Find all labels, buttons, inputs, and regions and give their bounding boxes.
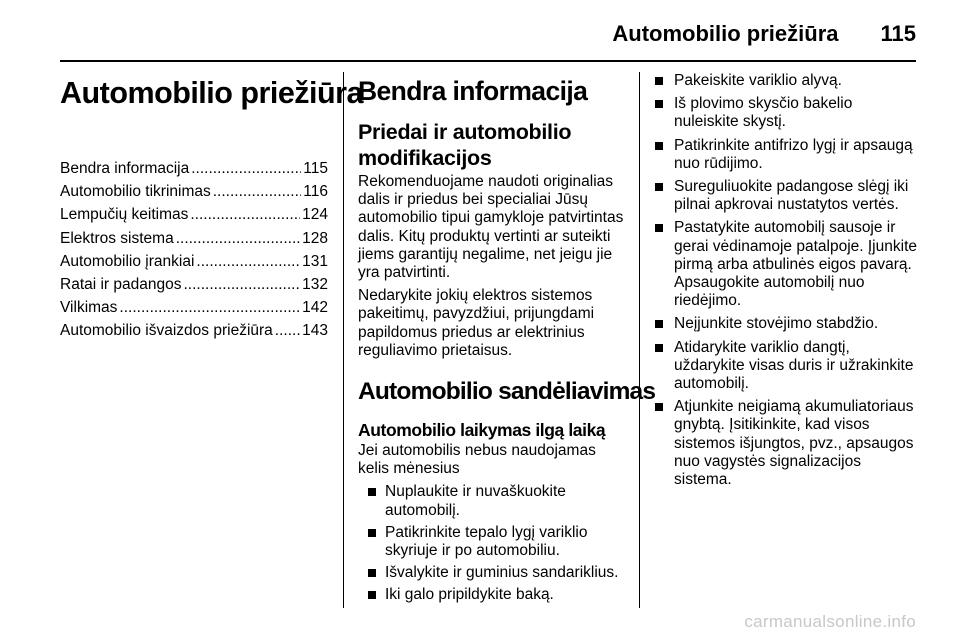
toc-leader-dots bbox=[275, 321, 300, 340]
toc-leader-dots bbox=[213, 182, 302, 201]
accessories-paragraph: Nedarykite jokių elektros sistemos pakeitimų, pavyzdžiui, prijungdami papildomus priedus ar elektrinius reguliavimo prietaisus. bbox=[358, 287, 595, 359]
toc-entry[interactable] bbox=[60, 182, 328, 201]
toc-entry[interactable] bbox=[60, 321, 328, 340]
toc-entry-page: 132 bbox=[302, 276, 328, 294]
list-item: Iš plovimo skysčio bakelio nuleiskite skystį. bbox=[654, 95, 920, 131]
header-rule bbox=[60, 60, 916, 62]
toc-entry-title: Vilkimas bbox=[60, 299, 118, 317]
content-column-right bbox=[654, 72, 920, 494]
toc-entry-title: Bendra informacija bbox=[60, 160, 190, 177]
toc-list bbox=[60, 159, 328, 341]
toc-entry[interactable] bbox=[60, 275, 328, 294]
running-title: Automobilio priežiūra bbox=[612, 21, 839, 46]
toc-leader-dots bbox=[119, 298, 300, 317]
toc-entry[interactable] bbox=[60, 229, 328, 248]
page-number: 115 bbox=[880, 21, 916, 46]
toc-entry-title: Automobilio tikrinimas bbox=[60, 183, 211, 201]
running-header bbox=[612, 14, 916, 54]
list-item: Pastatykite automobilį sausoje ir gerai vėdinamoje patalpoje. Įjunkite pirmą arba atbulinės eigos pavarą. Apsaugokite automobilį nuo riedėjimo. bbox=[654, 219, 920, 310]
toc-entry-page: 116 bbox=[303, 183, 328, 201]
list-item: Atidarykite variklio dangtį, uždarykite visas duris ir užrakinkite automobilį. bbox=[654, 339, 920, 394]
toc-leader-dots bbox=[196, 252, 300, 271]
accessories-title: Priedai ir automobilio modifikacijos bbox=[358, 120, 572, 170]
storage-title: Automobilio sandėliavimas bbox=[358, 378, 656, 406]
toc-entry-page: 143 bbox=[302, 322, 328, 340]
list-item: Iki galo pripildykite baką. bbox=[367, 586, 624, 604]
toc-entry-title: Automobilio išvaizdos priežiūra bbox=[60, 322, 273, 340]
watermark: carmanualsonline.info bbox=[744, 612, 916, 631]
toc-entry-page: 124 bbox=[302, 206, 328, 224]
toc-entry-page: 142 bbox=[302, 299, 328, 317]
toc-entry-title: Automobilio įrankiai bbox=[60, 252, 195, 270]
list-item: Išvalykite ir guminius sandariklius. bbox=[367, 564, 624, 582]
toc-leader-dots bbox=[191, 159, 301, 178]
toc-leader-dots bbox=[184, 275, 301, 294]
column-divider-left bbox=[343, 72, 344, 608]
section-title: Bendra informacija bbox=[358, 76, 588, 106]
longterm-intro: Jei automobilis nebus naudojamas kelis mėnesius bbox=[358, 442, 596, 478]
content-column-middle bbox=[358, 72, 656, 609]
list-item: Patikrinkite antifrizo lygį ir apsaugą nuo rūdijimo. bbox=[654, 137, 920, 173]
toc-entry-page: 115 bbox=[303, 160, 328, 177]
toc-entry[interactable] bbox=[60, 159, 328, 178]
toc-entry-page: 131 bbox=[302, 252, 328, 270]
list-item: Nuplaukite ir nuvaškuokite automobilį. bbox=[367, 483, 624, 519]
accessories-paragraph: Rekomenduojame naudoti originalias dalis ir priedus bei specialiai Jūsų automobilio tipui gamykloje patvirtintas dalis. Kitų produktų vertinti ar suteikti jiems garantijų negalime, net jeigu jie yra patvirtinti. bbox=[358, 173, 624, 282]
chapter-title: Automobilio priežiūra bbox=[60, 76, 363, 110]
toc-entry[interactable] bbox=[60, 205, 328, 224]
longterm-title: Automobilio laikymas ilgą laiką bbox=[358, 420, 606, 441]
storage-bullet-list bbox=[367, 483, 624, 604]
list-item: Patikrinkite tepalo lygį variklio skyriuje ir po automobiliu. bbox=[367, 524, 624, 560]
toc-entry-title: Elektros sistema bbox=[60, 229, 174, 247]
toc-entry-title: Ratai ir padangos bbox=[60, 276, 182, 294]
list-item: Sureguliuokite padangose slėgį iki pilnai apkrovai nustatytos vertės. bbox=[654, 178, 920, 214]
list-item: Atjunkite neigiamą akumuliatoriaus gnybtą. Įsitikinkite, kad visos sistemos išjungtos, pvz., apsaugos nuo vagystės signalizacijos sistema. bbox=[654, 398, 920, 489]
toc-leader-dots bbox=[176, 229, 300, 248]
list-item: Neįjunkite stovėjimo stabdžio. bbox=[654, 315, 920, 333]
column-divider-right bbox=[639, 72, 640, 608]
toc-entry[interactable] bbox=[60, 252, 328, 271]
storage-bullet-list-continued bbox=[654, 72, 920, 489]
toc-entry-page: 128 bbox=[302, 229, 328, 247]
list-item: Pakeiskite variklio alyvą. bbox=[654, 72, 920, 90]
toc-entry-title: Lempučių keitimas bbox=[60, 206, 189, 224]
toc-leader-dots bbox=[190, 205, 300, 224]
toc-column bbox=[60, 72, 363, 345]
toc-entry[interactable] bbox=[60, 298, 328, 317]
